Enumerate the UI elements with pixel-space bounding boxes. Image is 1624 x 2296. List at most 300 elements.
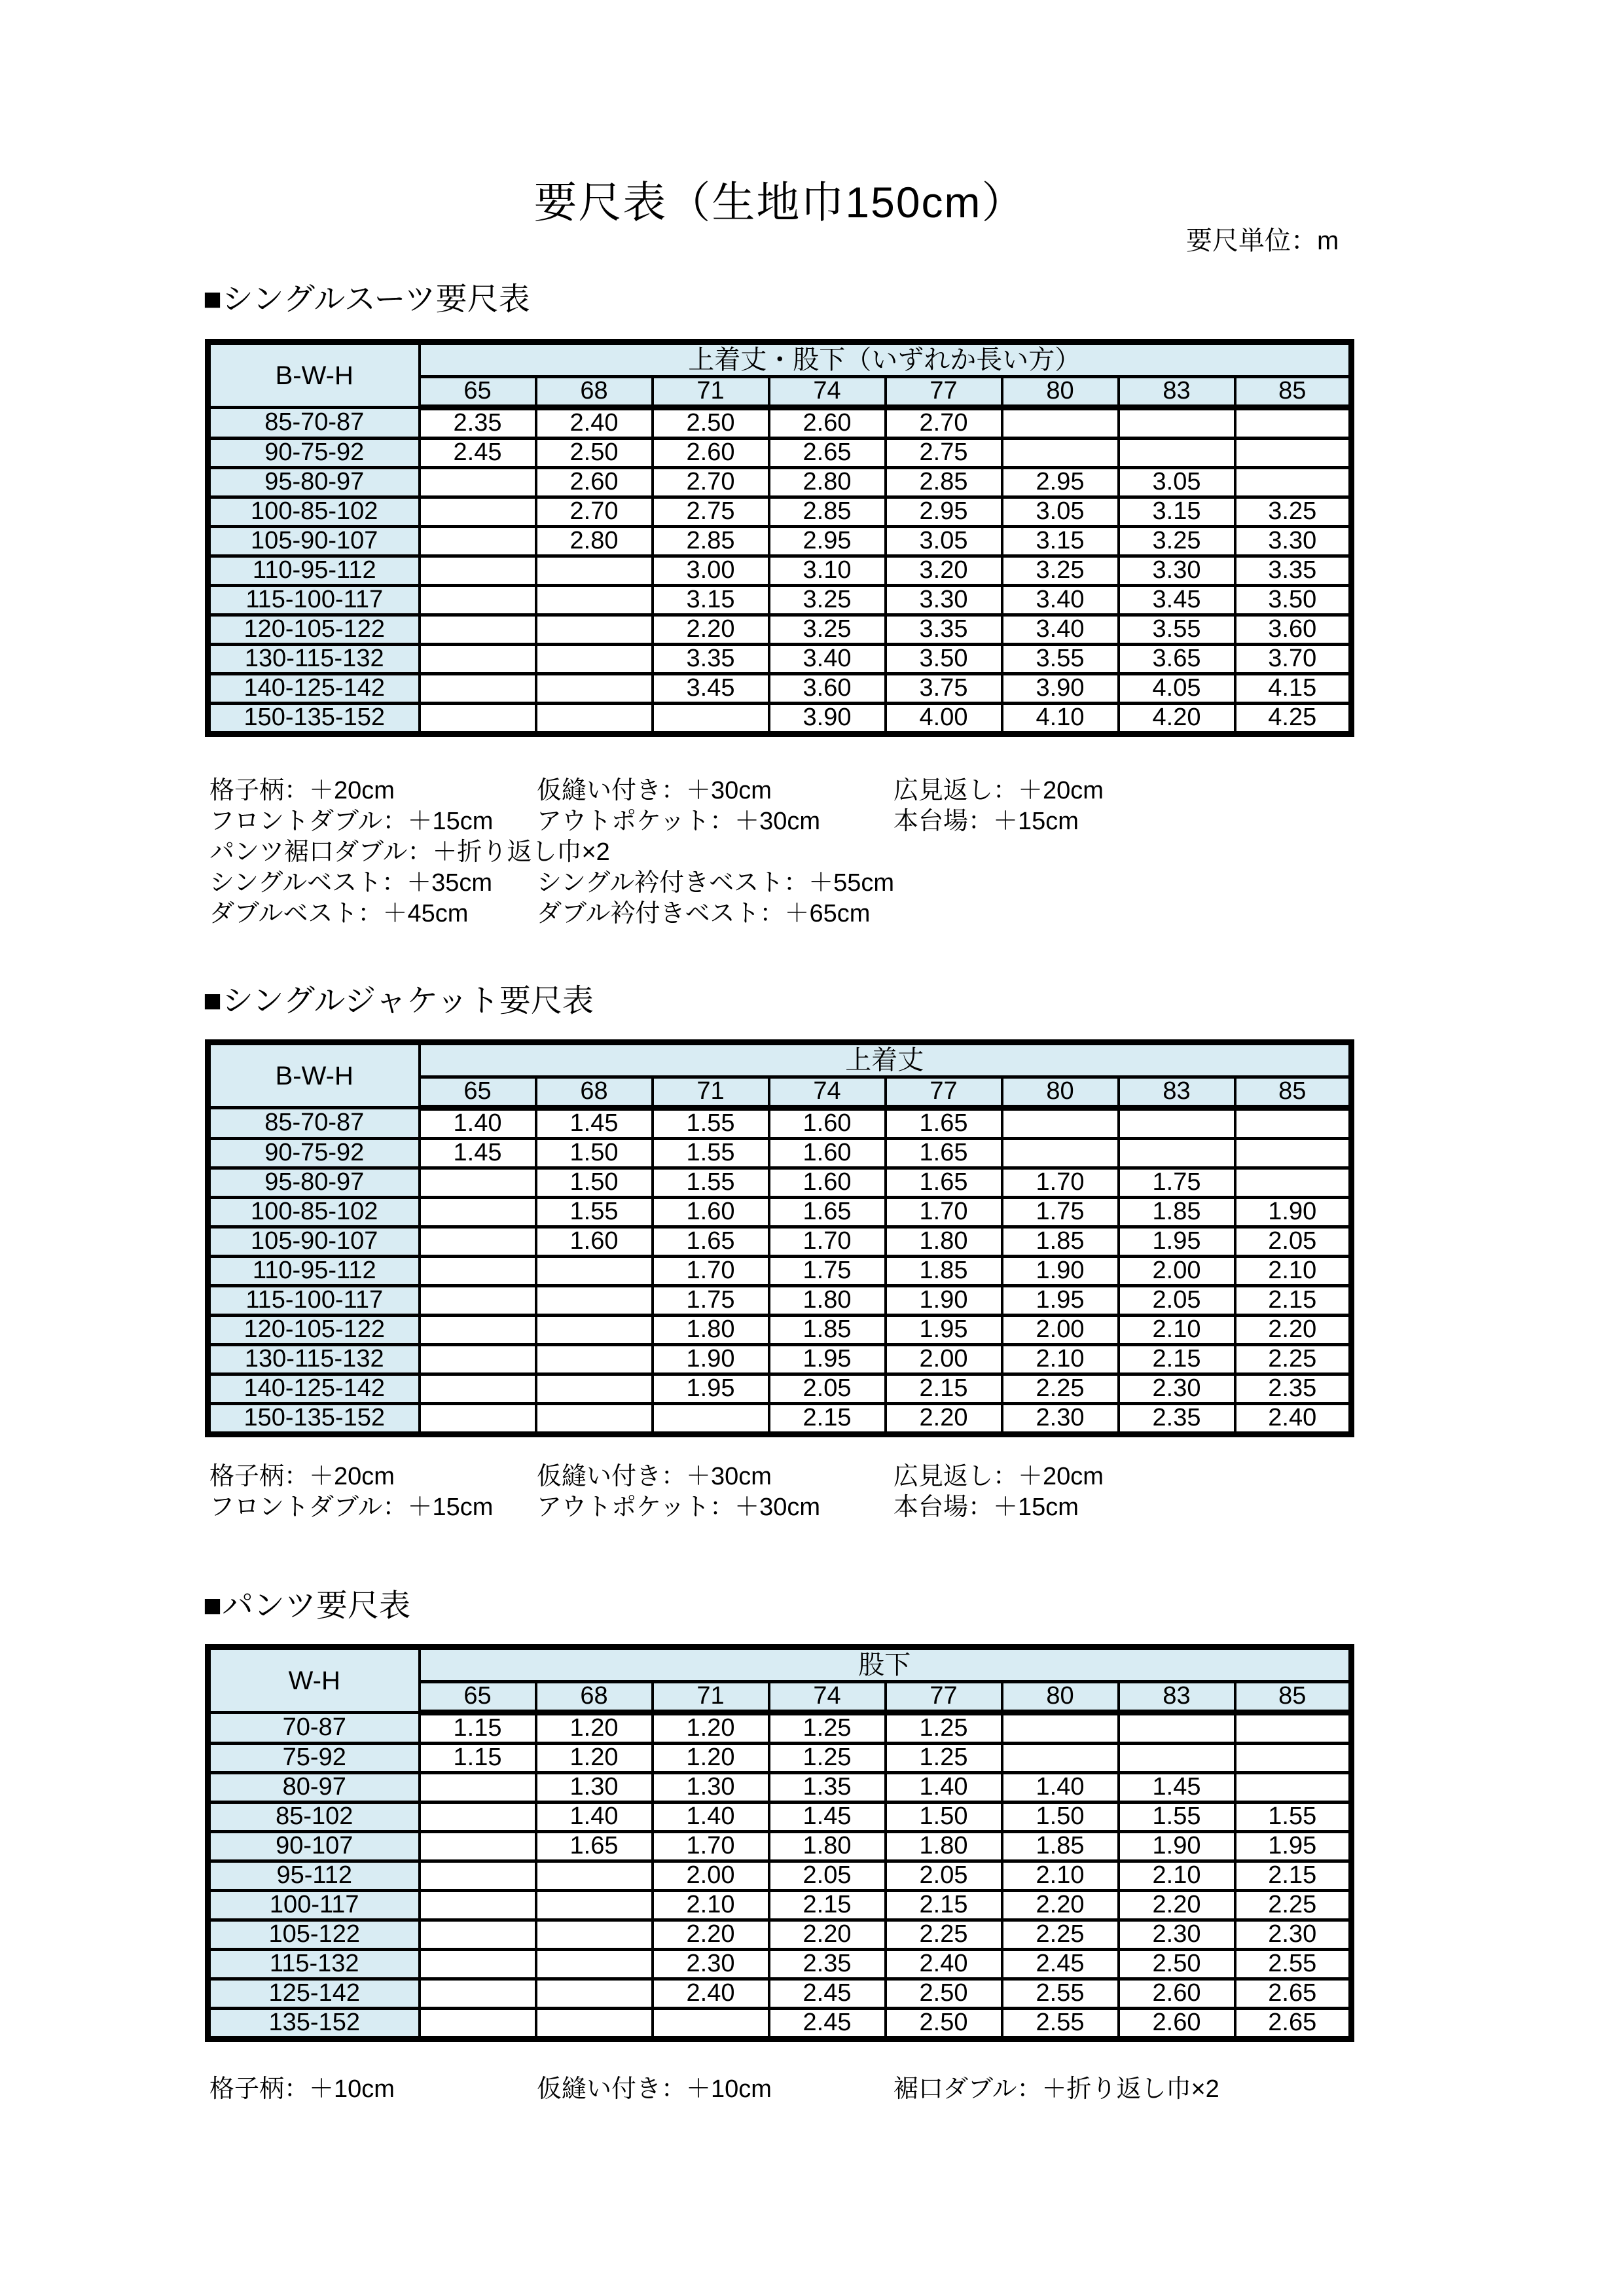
yardage-value-cell: 2.10 xyxy=(1119,1316,1235,1345)
yardage-value-cell: 1.40 xyxy=(1002,1773,1119,1803)
yardage-value-cell xyxy=(536,674,653,704)
yardage-value-cell: 2.20 xyxy=(886,1404,1002,1435)
yardage-value-cell: 2.30 xyxy=(1119,1920,1235,1950)
size-column-header: 74 xyxy=(769,377,886,408)
yardage-value-cell: 2.70 xyxy=(536,497,653,527)
yardage-value-cell: 1.95 xyxy=(1002,1286,1119,1316)
yardage-value-cell xyxy=(536,615,653,645)
yardage-value-cell: 2.25 xyxy=(1235,1345,1352,1374)
table-row xyxy=(208,556,1352,586)
yardage-value-cell xyxy=(536,1979,653,2009)
note-line xyxy=(0,800,1624,835)
yardage-value-cell: 3.50 xyxy=(886,645,1002,674)
yardage-value-cell: 2.65 xyxy=(1235,2009,1352,2039)
yardage-value-cell: 1.40 xyxy=(420,1108,536,1139)
yardage-value-cell: 2.30 xyxy=(1119,1374,1235,1404)
yardage-value-cell xyxy=(536,1861,653,1891)
yardage-value-cell xyxy=(653,1404,769,1435)
yardage-value-cell xyxy=(536,586,653,615)
yardage-value-cell: 2.20 xyxy=(1002,1891,1119,1920)
yardage-value-cell: 1.50 xyxy=(536,1168,653,1198)
yardage-value-cell xyxy=(1119,1108,1235,1139)
row-label: 105-90-107 xyxy=(208,1227,420,1257)
table-row xyxy=(208,1345,1352,1374)
yardage-value-cell: 2.70 xyxy=(653,468,769,497)
yardage-value-cell xyxy=(420,1198,536,1227)
row-label: 105-90-107 xyxy=(208,527,420,556)
yardage-value-cell xyxy=(653,2009,769,2039)
yardage-value-cell: 2.15 xyxy=(1235,1861,1352,1891)
yardage-value-cell: 2.35 xyxy=(769,1950,886,1979)
yardage-value-cell: 1.70 xyxy=(769,1227,886,1257)
yardage-value-cell: 2.95 xyxy=(886,497,1002,527)
yardage-value-cell: 2.05 xyxy=(886,1861,1002,1891)
table-row xyxy=(208,1404,1352,1435)
yardage-value-cell: 1.55 xyxy=(653,1139,769,1168)
size-column-header: 85 xyxy=(1235,1077,1352,1108)
note-line xyxy=(0,1456,1624,1490)
row-label: 85-102 xyxy=(208,1803,420,1832)
yardage-value-cell: 1.40 xyxy=(653,1803,769,1832)
yardage-value-cell: 1.60 xyxy=(769,1108,886,1139)
yardage-value-cell: 1.75 xyxy=(1119,1168,1235,1198)
yardage-value-cell: 3.70 xyxy=(1235,645,1352,674)
note-item: フロントダブル：＋15cm xyxy=(209,1494,494,1521)
yardage-value-cell: 1.65 xyxy=(886,1139,1002,1168)
yardage-value-cell: 1.70 xyxy=(1002,1168,1119,1198)
row-label: 115-100-117 xyxy=(208,586,420,615)
yardage-value-cell: 2.30 xyxy=(1002,1404,1119,1435)
yardage-value-cell: 2.20 xyxy=(653,1920,769,1950)
yardage-value-cell: 2.60 xyxy=(1119,2009,1235,2039)
yardage-value-cell: 2.50 xyxy=(536,439,653,468)
note-item: 裾口ダブル：＋折り返し巾×2 xyxy=(893,2075,1219,2103)
yardage-value-cell: 1.60 xyxy=(536,1227,653,1257)
row-label: 85-70-87 xyxy=(208,1108,420,1139)
yardage-value-cell xyxy=(1002,439,1119,468)
row-label: 100-85-102 xyxy=(208,1198,420,1227)
row-label: 115-132 xyxy=(208,1950,420,1979)
row-label: 90-75-92 xyxy=(208,1139,420,1168)
yardage-value-cell: 3.55 xyxy=(1119,615,1235,645)
yardage-value-cell: 3.25 xyxy=(769,615,886,645)
table-row xyxy=(208,1773,1352,1803)
yardage-value-cell: 2.25 xyxy=(1002,1920,1119,1950)
yardage-value-cell: 2.55 xyxy=(1235,1950,1352,1979)
yardage-value-cell: 1.25 xyxy=(886,1713,1002,1744)
table-row xyxy=(208,1861,1352,1891)
yardage-value-cell: 2.60 xyxy=(653,439,769,468)
yardage-value-cell: 1.85 xyxy=(1002,1832,1119,1861)
yardage-value-cell xyxy=(1235,1744,1352,1773)
yardage-value-cell: 2.55 xyxy=(1002,1979,1119,2009)
yardage-value-cell: 1.80 xyxy=(769,1286,886,1316)
note-item: アウトポケット：＋30cm xyxy=(537,1494,821,1521)
table-row xyxy=(208,586,1352,615)
yardage-value-cell xyxy=(1235,439,1352,468)
yardage-value-cell xyxy=(420,1374,536,1404)
yardage-value-cell: 2.05 xyxy=(1235,1227,1352,1257)
yardage-value-cell: 2.40 xyxy=(653,1979,769,2009)
yardage-value-cell xyxy=(420,1832,536,1861)
size-column-header: 65 xyxy=(420,377,536,408)
yardage-value-cell: 3.15 xyxy=(653,586,769,615)
row-label: 130-115-132 xyxy=(208,1345,420,1374)
yardage-value-cell: 1.15 xyxy=(420,1744,536,1773)
table-row xyxy=(208,1803,1352,1832)
yardage-value-cell: 1.50 xyxy=(886,1803,1002,1832)
yardage-value-cell: 2.25 xyxy=(886,1920,1002,1950)
yardage-value-cell xyxy=(420,1773,536,1803)
yardage-value-cell: 1.85 xyxy=(1002,1227,1119,1257)
row-label: 110-95-112 xyxy=(208,1257,420,1286)
row-label: 150-135-152 xyxy=(208,704,420,734)
yardage-value-cell xyxy=(420,645,536,674)
row-label: 70-87 xyxy=(208,1713,420,1744)
yardage-value-cell: 2.40 xyxy=(1235,1404,1352,1435)
table-row xyxy=(208,1108,1352,1139)
yardage-value-cell: 1.25 xyxy=(769,1713,886,1744)
yardage-value-cell: 3.40 xyxy=(769,645,886,674)
row-label: 125-142 xyxy=(208,1979,420,2009)
row-label: 75-92 xyxy=(208,1744,420,1773)
row-label: 140-125-142 xyxy=(208,1374,420,1404)
yardage-value-cell: 2.05 xyxy=(1119,1286,1235,1316)
yardage-value-cell xyxy=(420,556,536,586)
yardage-value-cell xyxy=(536,1374,653,1404)
yardage-value-cell: 3.10 xyxy=(769,556,886,586)
size-column-header: 71 xyxy=(653,377,769,408)
yardage-value-cell: 2.05 xyxy=(769,1374,886,1404)
note-line xyxy=(0,2068,1624,2103)
yardage-value-cell xyxy=(1002,1108,1119,1139)
note-item: パンツ裾口ダブル：＋折り返し巾×2 xyxy=(209,838,610,866)
yardage-value-cell: 1.20 xyxy=(536,1744,653,1773)
yardage-value-cell: 2.85 xyxy=(653,527,769,556)
yardage-value-cell: 3.75 xyxy=(886,674,1002,704)
yardage-value-cell: 1.50 xyxy=(1002,1803,1119,1832)
yardage-value-cell xyxy=(1119,1744,1235,1773)
row-label: 100-117 xyxy=(208,1891,420,1920)
yardage-value-cell xyxy=(1119,408,1235,439)
yardage-value-cell xyxy=(1119,439,1235,468)
yardage-value-cell: 1.45 xyxy=(536,1108,653,1139)
header-row-span xyxy=(208,342,1352,377)
yardage-value-cell: 4.25 xyxy=(1235,704,1352,734)
yardage-value-cell xyxy=(420,2009,536,2039)
page-title: 要尺表（生地巾150cm） xyxy=(533,178,1026,226)
row-label: 95-80-97 xyxy=(208,1168,420,1198)
yardage-value-cell: 1.95 xyxy=(769,1345,886,1374)
yardage-value-cell: 2.35 xyxy=(1235,1374,1352,1404)
yardage-value-cell xyxy=(536,556,653,586)
yardage-value-cell: 1.60 xyxy=(769,1139,886,1168)
size-column-header: 68 xyxy=(536,1077,653,1108)
yardage-value-cell: 2.95 xyxy=(769,527,886,556)
yardage-value-cell: 1.90 xyxy=(886,1286,1002,1316)
yardage-value-cell: 1.25 xyxy=(886,1744,1002,1773)
yardage-value-cell: 2.45 xyxy=(420,439,536,468)
yardage-value-cell: 1.60 xyxy=(769,1168,886,1198)
table-row xyxy=(208,468,1352,497)
yardage-value-cell xyxy=(1235,468,1352,497)
yardage-value-cell xyxy=(420,1257,536,1286)
yardage-value-cell: 3.35 xyxy=(886,615,1002,645)
yardage-value-cell: 1.85 xyxy=(886,1257,1002,1286)
yardage-value-cell: 2.10 xyxy=(653,1891,769,1920)
size-column-header: 74 xyxy=(769,1077,886,1108)
yardage-value-cell: 2.60 xyxy=(1119,1979,1235,2009)
yardage-value-cell: 3.00 xyxy=(653,556,769,586)
row-label: 150-135-152 xyxy=(208,1404,420,1435)
row-label: 120-105-122 xyxy=(208,1316,420,1345)
note-line xyxy=(0,770,1624,804)
yardage-value-cell: 1.40 xyxy=(536,1803,653,1832)
yardage-value-cell xyxy=(1235,1773,1352,1803)
yardage-value-cell: 1.30 xyxy=(653,1773,769,1803)
yardage-value-cell: 4.20 xyxy=(1119,704,1235,734)
yardage-value-cell: 2.50 xyxy=(886,2009,1002,2039)
row-label: 80-97 xyxy=(208,1773,420,1803)
yardage-value-cell: 2.60 xyxy=(536,468,653,497)
yardage-value-cell xyxy=(1235,1713,1352,1744)
table-row xyxy=(208,1139,1352,1168)
table-span-header: 股下 xyxy=(420,1647,1352,1682)
note-item: ダブルベスト：＋45cm xyxy=(209,900,469,927)
table-corner-label: B-W-H xyxy=(208,342,420,408)
yardage-value-cell: 1.60 xyxy=(653,1198,769,1227)
size-column-header: 83 xyxy=(1119,1682,1235,1713)
size-column-header: 68 xyxy=(536,377,653,408)
yardage-value-cell xyxy=(1235,1139,1352,1168)
yardage-value-cell: 3.90 xyxy=(1002,674,1119,704)
yardage-value-cell: 1.20 xyxy=(536,1713,653,1744)
yardage-value-cell: 2.00 xyxy=(1002,1316,1119,1345)
yardage-value-cell: 2.45 xyxy=(1002,1950,1119,1979)
yardage-value-cell: 2.15 xyxy=(886,1374,1002,1404)
size-column-header: 80 xyxy=(1002,1682,1119,1713)
note-item: 仮縫い付き：＋10cm xyxy=(537,2075,772,2103)
yardage-value-cell xyxy=(420,1861,536,1891)
size-column-header: 71 xyxy=(653,1077,769,1108)
yardage-value-cell xyxy=(536,1404,653,1435)
table-span-header: 上着丈 xyxy=(420,1043,1352,1077)
yardage-value-cell: 1.85 xyxy=(1119,1198,1235,1227)
yardage-value-cell: 1.15 xyxy=(420,1713,536,1744)
table-row xyxy=(208,1227,1352,1257)
yardage-value-cell: 1.80 xyxy=(769,1832,886,1861)
yardage-value-cell xyxy=(1002,1744,1119,1773)
yardage-value-cell: 1.65 xyxy=(653,1227,769,1257)
yardage-value-cell: 2.40 xyxy=(536,408,653,439)
yardage-value-cell: 2.20 xyxy=(1235,1316,1352,1345)
yardage-value-cell xyxy=(420,1168,536,1198)
jacket-yardage-table xyxy=(205,1039,1354,1437)
yardage-value-cell: 1.95 xyxy=(1119,1227,1235,1257)
yardage-value-cell xyxy=(420,615,536,645)
table-row xyxy=(208,615,1352,645)
yardage-value-cell xyxy=(420,1316,536,1345)
yardage-value-cell xyxy=(420,527,536,556)
yardage-value-cell xyxy=(1002,408,1119,439)
yardage-value-cell: 1.55 xyxy=(653,1108,769,1139)
table-row xyxy=(208,1168,1352,1198)
yardage-value-cell: 2.30 xyxy=(653,1950,769,1979)
yardage-value-cell: 2.85 xyxy=(886,468,1002,497)
yardage-value-cell: 1.95 xyxy=(886,1316,1002,1345)
yardage-value-cell: 1.50 xyxy=(536,1139,653,1168)
yardage-value-cell: 2.75 xyxy=(653,497,769,527)
yardage-value-cell: 1.55 xyxy=(653,1168,769,1198)
yardage-value-cell: 1.30 xyxy=(536,1773,653,1803)
yardage-value-cell: 2.45 xyxy=(769,2009,886,2039)
yardage-value-cell: 3.65 xyxy=(1119,645,1235,674)
yardage-value-cell xyxy=(536,1950,653,1979)
header-row-span xyxy=(208,1647,1352,1682)
yardage-value-cell: 1.65 xyxy=(886,1108,1002,1139)
yardage-value-cell xyxy=(420,674,536,704)
note-line xyxy=(0,862,1624,897)
yardage-value-cell: 2.25 xyxy=(1002,1374,1119,1404)
table-corner-label: W-H xyxy=(208,1647,420,1713)
table-row xyxy=(208,674,1352,704)
yardage-value-cell: 1.45 xyxy=(420,1139,536,1168)
yardage-value-cell: 3.60 xyxy=(1235,615,1352,645)
yardage-value-cell: 3.30 xyxy=(1235,527,1352,556)
size-column-header: 77 xyxy=(886,1077,1002,1108)
note-item: 格子柄：＋10cm xyxy=(209,2075,395,2103)
yardage-value-cell xyxy=(420,1950,536,1979)
yardage-value-cell: 3.45 xyxy=(653,674,769,704)
yardage-value-cell: 3.15 xyxy=(1119,497,1235,527)
yardage-value-cell: 1.70 xyxy=(653,1832,769,1861)
row-label: 120-105-122 xyxy=(208,615,420,645)
yardage-value-cell xyxy=(420,1345,536,1374)
yardage-value-cell: 1.25 xyxy=(769,1744,886,1773)
yardage-value-cell: 1.80 xyxy=(886,1832,1002,1861)
table-row xyxy=(208,1979,1352,2009)
yardage-value-cell: 3.05 xyxy=(886,527,1002,556)
size-column-header: 83 xyxy=(1119,377,1235,408)
yardage-value-cell: 3.25 xyxy=(769,586,886,615)
size-column-header: 80 xyxy=(1002,1077,1119,1108)
yardage-value-cell: 2.15 xyxy=(1119,1345,1235,1374)
yardage-value-cell: 1.45 xyxy=(1119,1773,1235,1803)
table-row xyxy=(208,1286,1352,1316)
yardage-value-cell: 1.85 xyxy=(769,1316,886,1345)
row-label: 100-85-102 xyxy=(208,497,420,527)
yardage-value-cell: 1.75 xyxy=(769,1257,886,1286)
yardage-value-cell: 2.65 xyxy=(1235,1979,1352,2009)
yardage-value-cell: 2.20 xyxy=(653,615,769,645)
yardage-value-cell: 4.00 xyxy=(886,704,1002,734)
yardage-value-cell xyxy=(536,1316,653,1345)
yardage-value-cell: 2.05 xyxy=(769,1861,886,1891)
yardage-value-cell xyxy=(536,1345,653,1374)
table-row xyxy=(208,408,1352,439)
yardage-value-cell: 2.60 xyxy=(769,408,886,439)
size-column-header: 65 xyxy=(420,1682,536,1713)
yardage-value-cell: 1.40 xyxy=(886,1773,1002,1803)
yardage-value-cell xyxy=(653,704,769,734)
yardage-value-cell xyxy=(420,1227,536,1257)
table-row xyxy=(208,439,1352,468)
yardage-value-cell: 1.80 xyxy=(653,1316,769,1345)
yardage-value-cell: 1.80 xyxy=(886,1227,1002,1257)
row-label: 90-107 xyxy=(208,1832,420,1861)
yardage-value-cell: 3.30 xyxy=(886,586,1002,615)
yardage-value-cell: 2.80 xyxy=(536,527,653,556)
yardage-value-cell: 1.90 xyxy=(653,1345,769,1374)
table-row xyxy=(208,1744,1352,1773)
yardage-value-cell: 2.30 xyxy=(1235,1920,1352,1950)
yardage-value-cell: 2.10 xyxy=(1119,1861,1235,1891)
size-column-header: 85 xyxy=(1235,377,1352,408)
yardage-value-cell: 3.05 xyxy=(1002,497,1119,527)
section-heading-pants: ■パンツ要尺表 xyxy=(203,1588,410,1623)
section-heading-single-jacket: ■シングルジャケット要尺表 xyxy=(203,984,594,1018)
yardage-value-cell xyxy=(420,1979,536,2009)
yardage-value-cell: 3.40 xyxy=(1002,615,1119,645)
yardage-value-cell: 2.55 xyxy=(1002,2009,1119,2039)
row-label: 95-112 xyxy=(208,1861,420,1891)
row-label: 95-80-97 xyxy=(208,468,420,497)
yardage-value-cell: 2.15 xyxy=(769,1891,886,1920)
table-row xyxy=(208,1316,1352,1345)
yardage-value-cell: 2.10 xyxy=(1002,1345,1119,1374)
size-column-header: 68 xyxy=(536,1682,653,1713)
yardage-value-cell: 2.50 xyxy=(1119,1950,1235,1979)
yardage-value-cell: 1.70 xyxy=(886,1198,1002,1227)
yardage-value-cell xyxy=(536,1286,653,1316)
yardage-value-cell: 1.65 xyxy=(536,1832,653,1861)
table-span-header: 上着丈・股下（いずれか長い方） xyxy=(420,342,1352,377)
table-row xyxy=(208,527,1352,556)
size-column-header: 71 xyxy=(653,1682,769,1713)
note-item: 本台場：＋15cm xyxy=(893,808,1079,835)
yardage-value-cell: 3.35 xyxy=(653,645,769,674)
table-row xyxy=(208,704,1352,734)
yardage-value-cell xyxy=(1002,1139,1119,1168)
row-label: 85-70-87 xyxy=(208,408,420,439)
yardage-value-cell: 3.25 xyxy=(1002,556,1119,586)
yardage-value-cell: 4.15 xyxy=(1235,674,1352,704)
table-row xyxy=(208,1832,1352,1861)
row-label: 110-95-112 xyxy=(208,556,420,586)
yardage-value-cell: 1.75 xyxy=(653,1286,769,1316)
yardage-value-cell: 1.55 xyxy=(1119,1803,1235,1832)
note-item: 広見返し：＋20cm xyxy=(893,1463,1104,1490)
yardage-value-cell: 1.55 xyxy=(536,1198,653,1227)
yardage-value-cell xyxy=(536,1920,653,1950)
yardage-value-cell: 4.10 xyxy=(1002,704,1119,734)
table-corner-label: B-W-H xyxy=(208,1043,420,1108)
yardage-value-cell: 3.60 xyxy=(769,674,886,704)
yardage-value-cell xyxy=(536,1257,653,1286)
yardage-value-cell: 3.45 xyxy=(1119,586,1235,615)
yardage-value-cell: 1.90 xyxy=(1119,1832,1235,1861)
note-item: 仮縫い付き：＋30cm xyxy=(537,777,772,804)
yardage-value-cell: 3.90 xyxy=(769,704,886,734)
yardage-value-cell: 3.25 xyxy=(1235,497,1352,527)
note-item: ダブル衿付きベスト：＋65cm xyxy=(537,900,871,927)
size-column-header: 65 xyxy=(420,1077,536,1108)
row-label: 105-122 xyxy=(208,1920,420,1950)
yardage-value-cell xyxy=(420,1920,536,1950)
table-row xyxy=(208,645,1352,674)
yardage-value-cell: 3.25 xyxy=(1119,527,1235,556)
size-column-header: 77 xyxy=(886,1682,1002,1713)
